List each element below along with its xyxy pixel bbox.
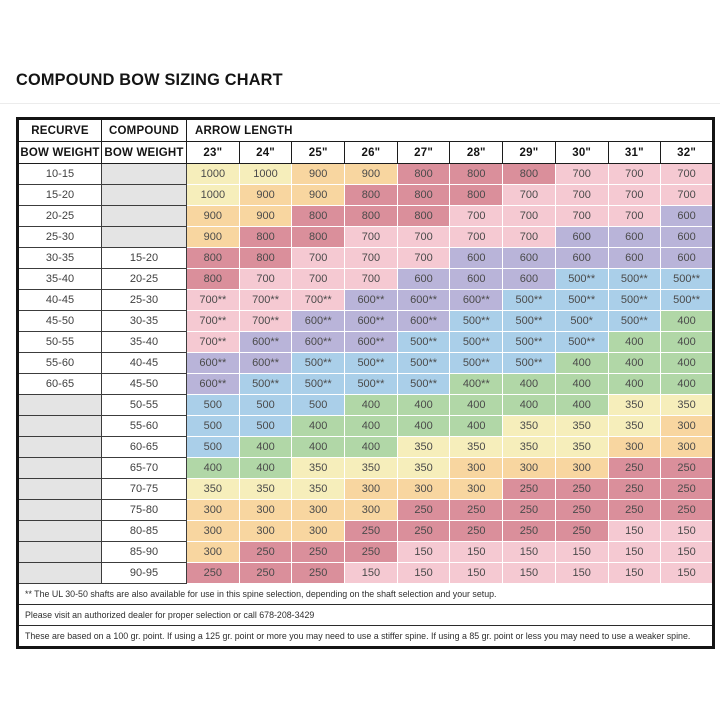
- spine-cell: 600**: [187, 374, 240, 395]
- spine-cell: 700**: [292, 290, 345, 311]
- spine-cell: 900: [292, 164, 345, 185]
- spine-cell: 250: [608, 479, 661, 500]
- spine-cell: 150: [397, 542, 450, 563]
- spine-cell: 300: [661, 437, 714, 458]
- spine-cell: 800: [397, 185, 450, 206]
- arrow-length-col-header-5: 28": [450, 142, 503, 164]
- recurve-group-header: RECURVE: [18, 119, 102, 142]
- footnote-cell: [18, 584, 714, 605]
- footnote-row: [18, 584, 714, 605]
- spine-cell: 400: [397, 395, 450, 416]
- spine-cell: 600: [555, 248, 608, 269]
- recurve-bow-weight-header: BOW WEIGHT: [18, 142, 102, 164]
- spine-cell: 700**: [187, 332, 240, 353]
- compound-weight-cell: 55-60: [102, 416, 187, 437]
- spine-cell: 500**: [503, 332, 556, 353]
- spine-cell: 250: [661, 458, 714, 479]
- spine-cell: 400: [503, 395, 556, 416]
- compound-weight-cell: 85-90: [102, 542, 187, 563]
- spine-cell: 500**: [608, 311, 661, 332]
- compound-weight-cell: [102, 185, 187, 206]
- spine-cell: 300: [450, 458, 503, 479]
- recurve-weight-cell: [18, 416, 102, 437]
- spine-cell: 150: [608, 542, 661, 563]
- spine-cell: 350: [555, 437, 608, 458]
- compound-bow-sizing-table: [16, 117, 715, 649]
- spine-cell: 150: [555, 542, 608, 563]
- spine-cell: 900: [292, 185, 345, 206]
- table-row: [18, 353, 714, 374]
- spine-cell: 350: [345, 458, 398, 479]
- compound-weight-cell: 50-55: [102, 395, 187, 416]
- recurve-weight-cell: 10-15: [18, 164, 102, 185]
- spine-cell: 300: [292, 521, 345, 542]
- spine-cell: 300: [397, 479, 450, 500]
- spine-cell: 700: [661, 164, 714, 185]
- spine-cell: 400: [450, 416, 503, 437]
- spine-cell: 400: [239, 437, 292, 458]
- compound-weight-cell: 90-95: [102, 563, 187, 584]
- spine-cell: 600: [661, 206, 714, 227]
- table-row: [18, 290, 714, 311]
- spine-cell: 500: [239, 416, 292, 437]
- spine-cell: 250: [397, 500, 450, 521]
- spine-cell: 350: [608, 416, 661, 437]
- spine-cell: 300: [661, 416, 714, 437]
- spine-cell: 500**: [503, 353, 556, 374]
- spine-cell: 400: [450, 395, 503, 416]
- recurve-weight-cell: [18, 563, 102, 584]
- spine-cell: 700: [397, 248, 450, 269]
- recurve-weight-cell: [18, 521, 102, 542]
- spine-cell: 800: [397, 164, 450, 185]
- spine-cell: 800: [239, 227, 292, 248]
- spine-cell: 400: [345, 437, 398, 458]
- compound-weight-cell: 30-35: [102, 311, 187, 332]
- spine-cell: 250: [661, 479, 714, 500]
- recurve-weight-cell: 20-25: [18, 206, 102, 227]
- spine-cell: 250: [608, 458, 661, 479]
- spine-cell: 350: [450, 437, 503, 458]
- compound-group-header: COMPOUND: [102, 119, 187, 142]
- spine-cell: 600: [503, 248, 556, 269]
- spine-cell: 400: [608, 353, 661, 374]
- recurve-weight-cell: 25-30: [18, 227, 102, 248]
- spine-cell: 500: [239, 395, 292, 416]
- spine-cell: 350: [397, 437, 450, 458]
- spine-cell: 600: [608, 227, 661, 248]
- spine-cell: 1000: [187, 164, 240, 185]
- table-footnotes: [18, 584, 714, 648]
- compound-weight-cell: 65-70: [102, 458, 187, 479]
- spine-cell: 600**: [239, 353, 292, 374]
- spine-cell: 250: [555, 500, 608, 521]
- spine-cell: 350: [292, 458, 345, 479]
- spine-cell: 500**: [450, 311, 503, 332]
- arrow-length-col-header-8: 31": [608, 142, 661, 164]
- spine-cell: 250: [397, 521, 450, 542]
- spine-cell: 900: [345, 164, 398, 185]
- recurve-weight-cell: [18, 437, 102, 458]
- spine-cell: 800: [187, 248, 240, 269]
- spine-cell: 300: [187, 542, 240, 563]
- spine-cell: 250: [503, 500, 556, 521]
- table-row: [18, 269, 714, 290]
- spine-cell: 500: [187, 395, 240, 416]
- spine-cell: 400: [345, 416, 398, 437]
- compound-weight-cell: [102, 227, 187, 248]
- recurve-weight-cell: [18, 458, 102, 479]
- spine-cell: 400: [608, 332, 661, 353]
- compound-weight-cell: 80-85: [102, 521, 187, 542]
- spine-cell: 600**: [239, 332, 292, 353]
- arrow-length-col-header-7: 30": [555, 142, 608, 164]
- recurve-weight-cell: 55-60: [18, 353, 102, 374]
- spine-cell: 500**: [608, 290, 661, 311]
- spine-cell: 500**: [503, 290, 556, 311]
- recurve-weight-cell: [18, 500, 102, 521]
- footnote-cell: [18, 605, 714, 626]
- spine-cell: 250: [292, 542, 345, 563]
- spine-cell: 400: [661, 374, 714, 395]
- spine-cell: 700: [292, 269, 345, 290]
- compound-bow-weight-header: BOW WEIGHT: [102, 142, 187, 164]
- spine-cell: 250: [239, 542, 292, 563]
- spine-cell: 250: [608, 500, 661, 521]
- spine-cell: 400: [555, 374, 608, 395]
- spine-cell: 700: [345, 248, 398, 269]
- spine-cell: 250: [187, 563, 240, 584]
- spine-cell: 800: [450, 164, 503, 185]
- spine-cell: 500**: [503, 311, 556, 332]
- spine-cell: 150: [450, 563, 503, 584]
- spine-cell: 600**: [187, 353, 240, 374]
- spine-cell: 250: [292, 563, 345, 584]
- spine-cell: 500**: [555, 269, 608, 290]
- spine-cell: 400: [555, 353, 608, 374]
- arrow-length-col-header-9: 32": [661, 142, 714, 164]
- spine-cell: 900: [239, 206, 292, 227]
- spine-cell: 300: [239, 500, 292, 521]
- spine-cell: 500: [292, 395, 345, 416]
- spine-cell: 800: [187, 269, 240, 290]
- arrow-length-group-header: ARROW LENGTH: [187, 119, 714, 142]
- spine-cell: 150: [450, 542, 503, 563]
- spine-cell: 500**: [661, 290, 714, 311]
- spine-cell: 800: [239, 248, 292, 269]
- header-columns-row: [18, 142, 714, 164]
- spine-cell: 350: [239, 479, 292, 500]
- spine-cell: 500**: [239, 374, 292, 395]
- table-row: [18, 500, 714, 521]
- spine-cell: 500**: [397, 332, 450, 353]
- compound-weight-cell: 45-50: [102, 374, 187, 395]
- spine-cell: 300: [608, 437, 661, 458]
- spine-cell: 400: [608, 374, 661, 395]
- spine-cell: 400: [503, 374, 556, 395]
- spine-cell: 250: [450, 521, 503, 542]
- compound-weight-cell: 15-20: [102, 248, 187, 269]
- spine-cell: 600**: [292, 332, 345, 353]
- spine-cell: 700: [555, 185, 608, 206]
- recurve-weight-cell: 50-55: [18, 332, 102, 353]
- recurve-weight-cell: [18, 395, 102, 416]
- recurve-weight-cell: 15-20: [18, 185, 102, 206]
- table-body: [18, 164, 714, 584]
- spine-cell: 800: [292, 206, 345, 227]
- recurve-weight-cell: 35-40: [18, 269, 102, 290]
- compound-weight-cell: [102, 206, 187, 227]
- spine-cell: 150: [397, 563, 450, 584]
- spine-cell: 150: [345, 563, 398, 584]
- spine-cell: 800: [450, 185, 503, 206]
- spine-cell: 500: [187, 437, 240, 458]
- spine-cell: 500**: [345, 353, 398, 374]
- spine-cell: 600: [397, 269, 450, 290]
- compound-weight-cell: 60-65: [102, 437, 187, 458]
- spine-cell: 400**: [450, 374, 503, 395]
- spine-cell: 900: [187, 206, 240, 227]
- spine-cell: 1000: [187, 185, 240, 206]
- spine-cell: 700: [608, 206, 661, 227]
- recurve-weight-cell: 45-50: [18, 311, 102, 332]
- spine-cell: 700**: [239, 290, 292, 311]
- spine-cell: 700**: [239, 311, 292, 332]
- spine-cell: 150: [503, 563, 556, 584]
- spine-cell: 350: [503, 437, 556, 458]
- spine-cell: 500*: [555, 311, 608, 332]
- compound-weight-cell: 75-80: [102, 500, 187, 521]
- spine-cell: 600: [555, 227, 608, 248]
- spine-cell: 900: [187, 227, 240, 248]
- table-row: [18, 164, 714, 185]
- spine-cell: 250: [555, 521, 608, 542]
- spine-cell: 500: [187, 416, 240, 437]
- table-row: [18, 185, 714, 206]
- spine-cell: 400: [345, 395, 398, 416]
- spine-cell: 700: [450, 227, 503, 248]
- spine-cell: 700**: [187, 311, 240, 332]
- spine-cell: 700: [661, 185, 714, 206]
- spine-cell: 400: [292, 416, 345, 437]
- spine-cell: 700: [608, 185, 661, 206]
- table-row: [18, 521, 714, 542]
- spine-cell: 500**: [292, 353, 345, 374]
- spine-cell: 300: [292, 500, 345, 521]
- spine-cell: 500**: [555, 332, 608, 353]
- table-row: [18, 395, 714, 416]
- table-row: [18, 206, 714, 227]
- spine-cell: 300: [187, 521, 240, 542]
- spine-cell: 500**: [661, 269, 714, 290]
- spine-cell: 400: [397, 416, 450, 437]
- spine-cell: 700: [555, 206, 608, 227]
- spine-cell: 250: [503, 521, 556, 542]
- spine-cell: 350: [661, 395, 714, 416]
- spine-cell: 400: [661, 311, 714, 332]
- spine-cell: 300: [555, 458, 608, 479]
- spine-cell: 800: [292, 227, 345, 248]
- spine-cell: 500**: [450, 353, 503, 374]
- spine-cell: 600**: [397, 311, 450, 332]
- spine-cell: 250: [239, 563, 292, 584]
- spine-cell: 350: [292, 479, 345, 500]
- footnote-text: ** The UL 30-50 shafts are also available for use in this spine selection, depending on the shaft selection and your setup.: [25, 588, 497, 600]
- footnote-row: [18, 626, 714, 648]
- spine-cell: 700: [555, 164, 608, 185]
- spine-cell: 800: [503, 164, 556, 185]
- spine-cell: 900: [239, 185, 292, 206]
- spine-cell: 400: [661, 353, 714, 374]
- spine-cell: 150: [503, 542, 556, 563]
- spine-cell: 300: [187, 500, 240, 521]
- spine-cell: 300: [239, 521, 292, 542]
- compound-weight-cell: 35-40: [102, 332, 187, 353]
- spine-cell: 600**: [450, 290, 503, 311]
- compound-weight-cell: [102, 164, 187, 185]
- spine-cell: 250: [555, 479, 608, 500]
- spine-cell: 700: [397, 227, 450, 248]
- table-row: [18, 437, 714, 458]
- arrow-length-col-header-3: 26": [345, 142, 398, 164]
- spine-cell: 350: [397, 458, 450, 479]
- spine-cell: 400: [239, 458, 292, 479]
- spine-cell: 150: [608, 521, 661, 542]
- spine-cell: 700: [450, 206, 503, 227]
- footnote-text: These are based on a 100 gr. point. If using a 125 gr. point or more you may need to use a stiffer spine. If using a 85 gr. point or less you may need to use a weaker spine.: [25, 630, 691, 642]
- spine-cell: 1000: [239, 164, 292, 185]
- spine-cell: 600**: [345, 332, 398, 353]
- footnote-text: Please visit an authorized dealer for proper selection or call 678-208-3429: [25, 609, 315, 621]
- title-divider: [0, 103, 720, 104]
- page-title: COMPOUND BOW SIZING CHART: [16, 70, 283, 89]
- spine-cell: 400: [555, 395, 608, 416]
- spine-cell: 150: [555, 563, 608, 584]
- arrow-length-col-header-1: 24": [239, 142, 292, 164]
- compound-weight-cell: 20-25: [102, 269, 187, 290]
- table-row: [18, 248, 714, 269]
- footnote-row: [18, 605, 714, 626]
- table-row: [18, 374, 714, 395]
- footnote-cell: [18, 626, 714, 648]
- spine-cell: 500**: [608, 269, 661, 290]
- spine-cell: 250: [450, 500, 503, 521]
- compound-weight-cell: 40-45: [102, 353, 187, 374]
- header-group-row: [18, 119, 714, 142]
- spine-cell: 700: [292, 248, 345, 269]
- compound-weight-cell: 25-30: [102, 290, 187, 311]
- spine-cell: 500**: [397, 353, 450, 374]
- spine-cell: 600: [450, 248, 503, 269]
- table-row: [18, 311, 714, 332]
- spine-cell: 700: [503, 185, 556, 206]
- recurve-weight-cell: 40-45: [18, 290, 102, 311]
- spine-cell: 150: [608, 563, 661, 584]
- spine-cell: 800: [345, 185, 398, 206]
- spine-cell: 600: [661, 227, 714, 248]
- compound-weight-cell: 70-75: [102, 479, 187, 500]
- recurve-weight-cell: 30-35: [18, 248, 102, 269]
- spine-cell: 700: [503, 206, 556, 227]
- table-row: [18, 416, 714, 437]
- table-row: [18, 542, 714, 563]
- spine-cell: 150: [661, 521, 714, 542]
- spine-cell: 250: [345, 521, 398, 542]
- spine-cell: 700**: [187, 290, 240, 311]
- spine-cell: 700: [345, 227, 398, 248]
- spine-cell: 350: [503, 416, 556, 437]
- spine-cell: 400: [292, 437, 345, 458]
- spine-cell: 600**: [292, 311, 345, 332]
- spine-cell: 500**: [292, 374, 345, 395]
- recurve-weight-cell: [18, 479, 102, 500]
- spine-cell: 600: [608, 248, 661, 269]
- arrow-length-col-header-4: 27": [397, 142, 450, 164]
- table-row: [18, 332, 714, 353]
- spine-cell: 150: [661, 563, 714, 584]
- spine-cell: 500**: [555, 290, 608, 311]
- spine-cell: 600: [503, 269, 556, 290]
- spine-cell: 350: [608, 395, 661, 416]
- spine-cell: 350: [555, 416, 608, 437]
- arrow-length-col-header-6: 29": [503, 142, 556, 164]
- spine-cell: 400: [187, 458, 240, 479]
- spine-cell: 600**: [345, 290, 398, 311]
- spine-cell: 250: [661, 500, 714, 521]
- spine-cell: 250: [503, 479, 556, 500]
- spine-cell: 250: [345, 542, 398, 563]
- spine-cell: 600: [661, 248, 714, 269]
- spine-cell: 700: [608, 164, 661, 185]
- arrow-length-col-header-0: 23": [187, 142, 240, 164]
- spine-cell: 300: [503, 458, 556, 479]
- spine-cell: 500**: [397, 374, 450, 395]
- table-row: [18, 458, 714, 479]
- spine-cell: 500**: [345, 374, 398, 395]
- table-row: [18, 563, 714, 584]
- spine-cell: 600**: [345, 311, 398, 332]
- spine-cell: 700: [239, 269, 292, 290]
- spine-cell: 350: [187, 479, 240, 500]
- spine-cell: 300: [345, 500, 398, 521]
- spine-cell: 600: [450, 269, 503, 290]
- spine-cell: 800: [345, 206, 398, 227]
- spine-cell: 400: [661, 332, 714, 353]
- spine-cell: 300: [450, 479, 503, 500]
- spine-cell: 800: [397, 206, 450, 227]
- spine-cell: 300: [345, 479, 398, 500]
- spine-cell: 150: [661, 542, 714, 563]
- recurve-weight-cell: 60-65: [18, 374, 102, 395]
- arrow-length-col-header-2: 25": [292, 142, 345, 164]
- spine-cell: 700: [503, 227, 556, 248]
- spine-cell: 500**: [450, 332, 503, 353]
- recurve-weight-cell: [18, 542, 102, 563]
- table-row: [18, 227, 714, 248]
- table-row: [18, 479, 714, 500]
- spine-cell: 700: [345, 269, 398, 290]
- table-header: [18, 119, 714, 164]
- spine-cell: 600**: [397, 290, 450, 311]
